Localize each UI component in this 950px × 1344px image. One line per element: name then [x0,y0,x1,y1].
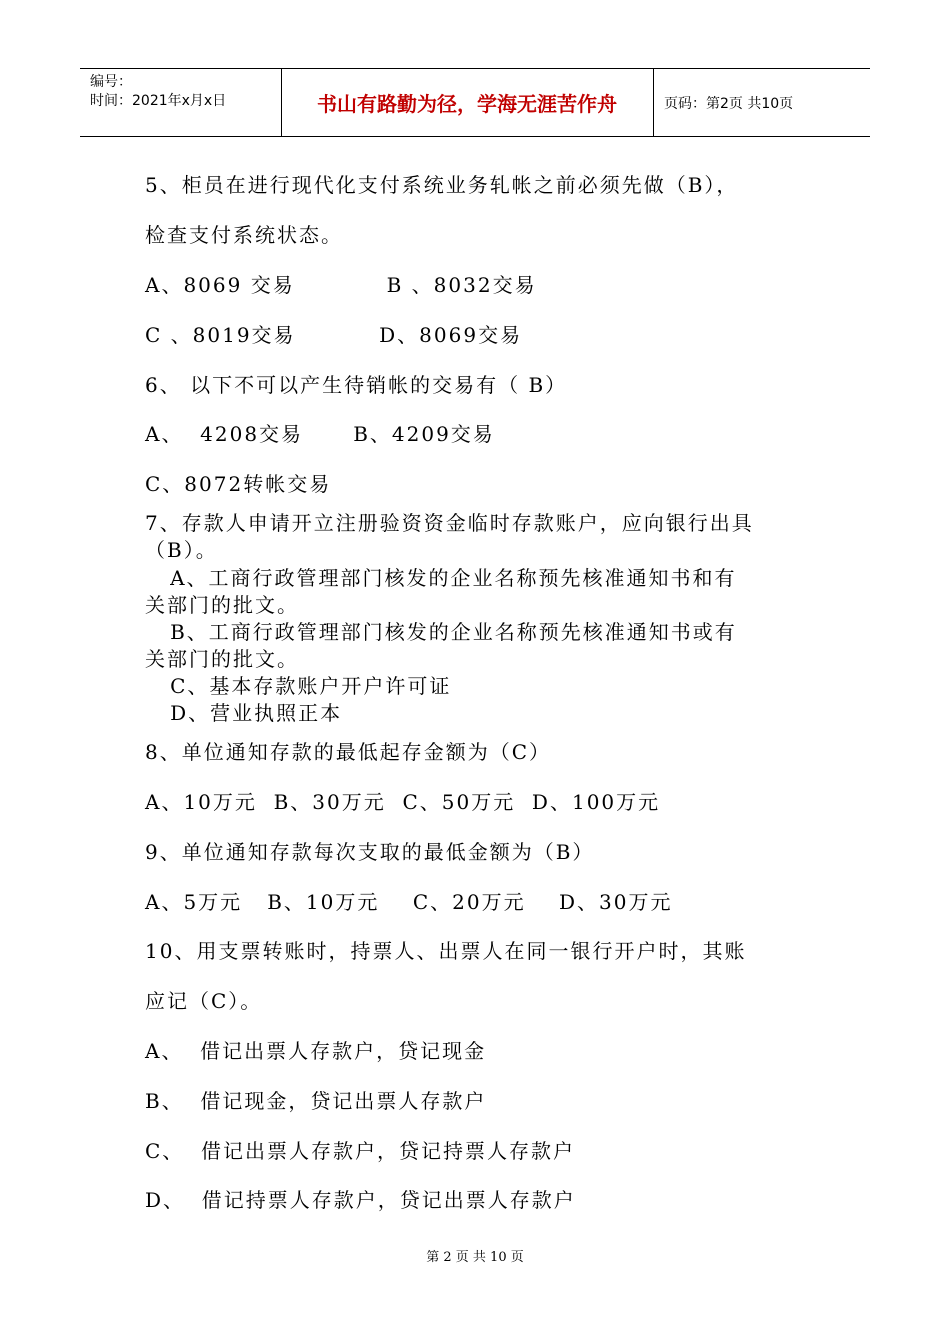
header-page-info: 页码：第2页 共10页 [664,95,794,112]
question-9-stem: 9、单位通知存款每次支取的最低金额为（B） [145,840,595,864]
header-motto: 书山有路勤为径，学海无涯苦作舟 [317,92,617,116]
question-9-options: A、5万元 B、10万元 C、20万元 D、30万元 [145,890,673,914]
question-5-options-ab: A、8069 交易 B 、8032交易 [145,273,537,297]
question-8-options: A、10万元 B、30万元 C、50万元 D、100万元 [145,790,661,814]
question-7-stem: 7、存款人申请开立注册验资资金临时存款账户，应向银行出具 [145,511,754,535]
question-7-stem-cont: （B）。 [145,538,218,562]
serial-label: 编号： [90,74,132,90]
question-10-stem: 10、用支票转账时，持票人、出票人在同一银行开户时，其账 [145,939,747,963]
header-divider [653,69,654,136]
question-8-stem: 8、单位通知存款的最低起存金额为（C） [145,740,552,764]
question-7-option-b: B、工商行政管理部门核发的企业名称预先核准通知书或有 [145,620,737,644]
question-5-stem: 5、柜员在进行现代化支付系统业务轧帐之前必须先做（B）， [145,173,739,197]
question-7-option-b-cont: 关部门的批文。 [145,647,299,671]
question-6-option-c: C、8072转帐交易 [145,472,332,496]
question-7-option-d: D、营业执照正本 [145,701,343,725]
question-7-option-c: C、基本存款账户开户许可证 [145,674,452,698]
question-6-stem: 6、 以下不可以产生待销帐的交易有（ B） [145,373,568,397]
question-10-option-d: D、 借记持票人存款户，贷记出票人存款户 [145,1188,576,1212]
question-5-options-cd: C 、8019交易 D、8069交易 [145,323,523,347]
question-6-options-ab: A、 4208交易 B、4209交易 [145,422,495,446]
question-10-option-a: A、 借记出票人存款户，贷记现金 [145,1039,487,1063]
time-label: 时间：2021年x月x日 [90,93,227,109]
question-7-option-a: A、工商行政管理部门核发的企业名称预先核准通知书和有 [145,566,737,590]
question-5-stem-cont: 检查支付系统状态。 [145,223,343,247]
header-meta [90,73,280,111]
question-10-option-c: C、 借记出票人存款户，贷记持票人存款户 [145,1139,576,1163]
question-10-stem-cont: 应记（C）。 [145,989,263,1013]
page-header [80,68,870,137]
page-footer: 第 2 页 共 10 页 [426,1250,524,1265]
question-10-option-b: B、 借记现金，贷记出票人存款户 [145,1089,487,1113]
question-7-option-a-cont: 关部门的批文。 [145,593,299,617]
